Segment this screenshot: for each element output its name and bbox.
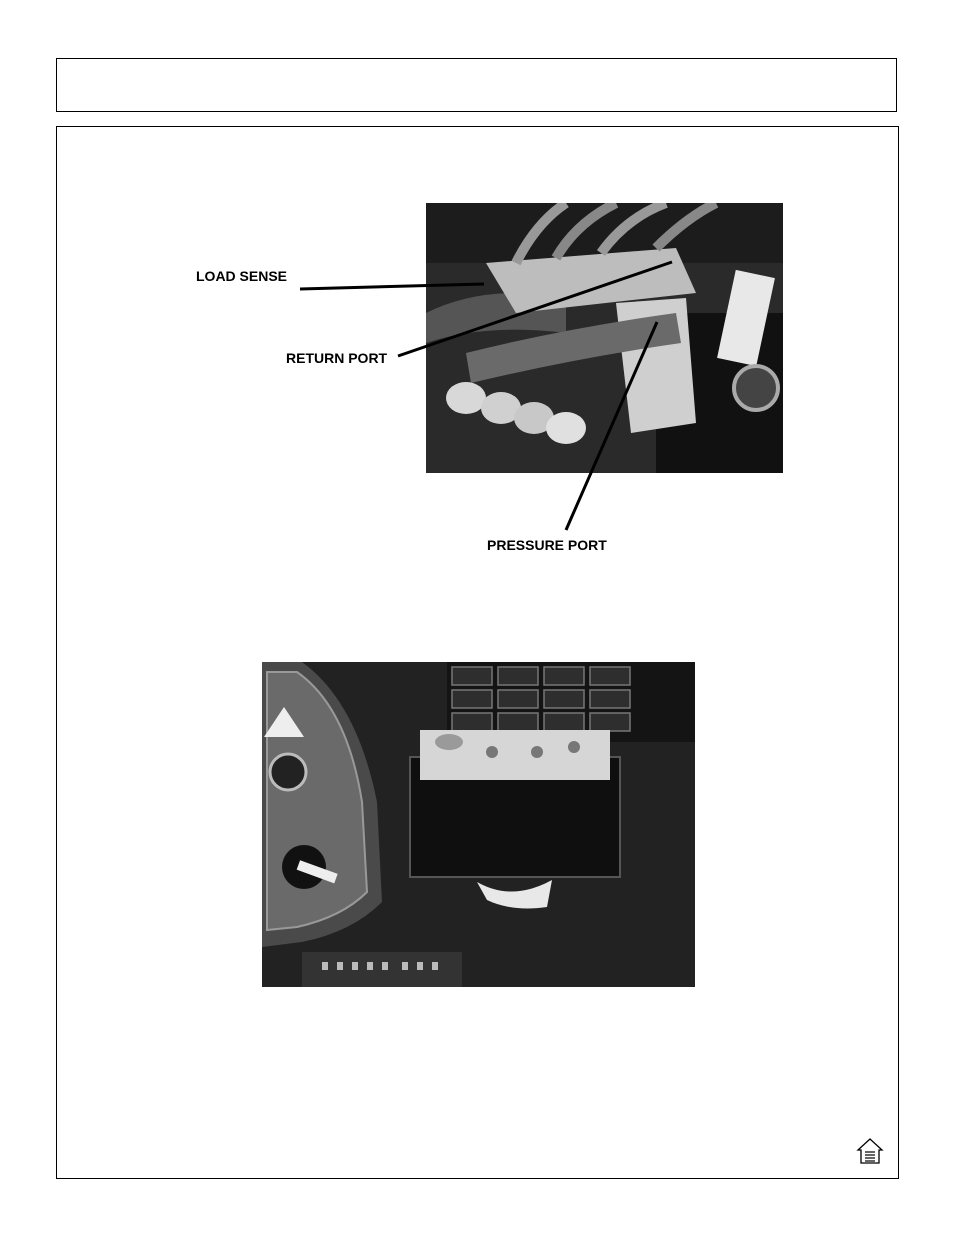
load-sense-label: LOAD SENSE <box>196 268 288 284</box>
home-icon[interactable] <box>856 1137 884 1165</box>
control-box-photo <box>262 662 695 987</box>
pressure-port-label: PRESSURE PORT <box>487 537 607 553</box>
valve-photo <box>426 203 783 473</box>
return-port-label: RETURN PORT <box>286 350 388 366</box>
header-box <box>56 58 897 112</box>
